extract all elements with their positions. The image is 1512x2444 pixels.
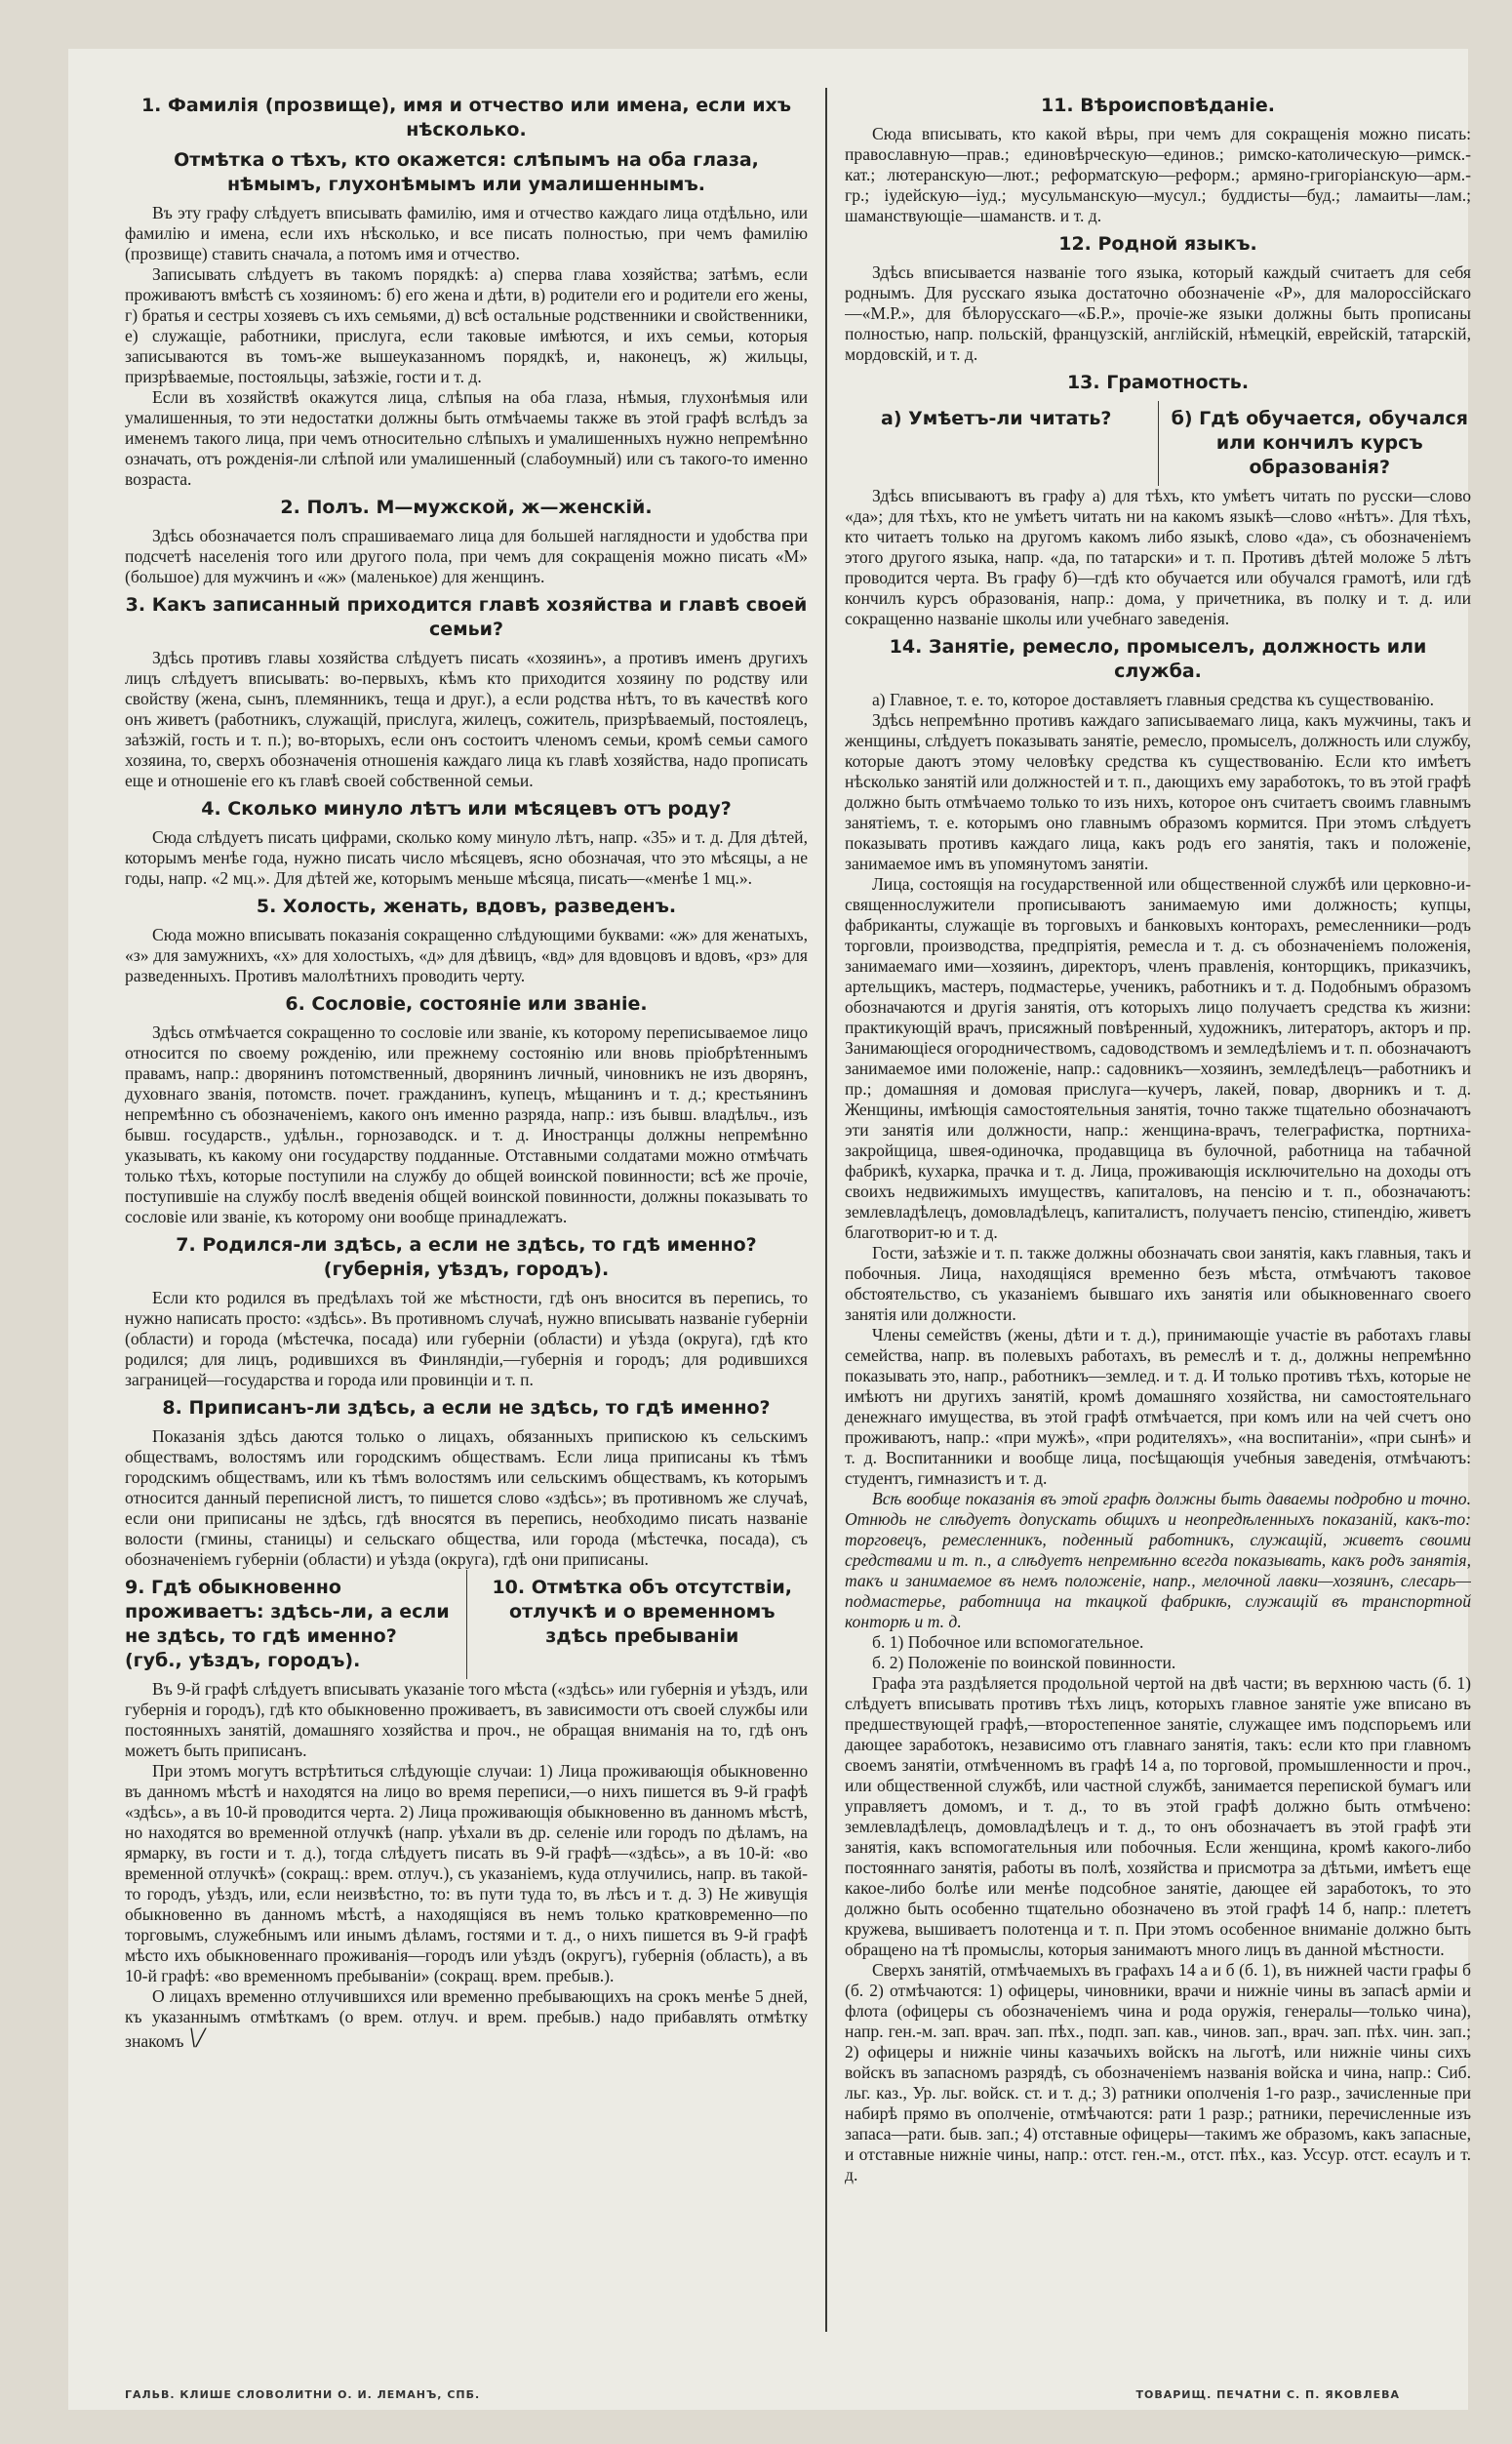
section-9-title: 9. Гдѣ обыкновенно проживаетъ: здѣсь-ли, а если не здѣсь, то гдѣ именно? (губ., уѣздъ, городъ). [125, 1577, 450, 1671]
section-14-title: 14. Занятіе, ремесло, промыселъ, должность или служба. [889, 636, 1427, 682]
right-footer-imprint: ТОВАРИЩ. ПЕЧАТНИ С. П. ЯКОВЛЕВА [1135, 2388, 1400, 2401]
section-14-text: Гости, заѣзжіе и т. п. также должны обозначать свои занятія, какъ главныя, такъ и побочныя. Лица, находящіяся временно безъ мѣста, отмѣчаютъ таковое обстоятельство, съ указаніемъ бывшаго ихъ занятія или обыкновеннаго своего занятія или должности. [845, 1243, 1471, 1324]
section-11-text: Сюда вписывать, кто какой вѣры, при чемъ для сокращенія можно писать: православную—прав.; единовѣрческую—единов.; римско-католическую—римск.-кат.; лютеранскую—лют.; реформатскую—реформ.; армяно-григоріанскую—арм.-гр.; іудейскую—іуд.; мусульманскую—мусул.; буддисты—буд.; ламаиты—лам.; шаманствующіе—шаманств. и т. д. [845, 124, 1471, 225]
census-instruction-sheet [68, 49, 1471, 2410]
section-1-text: Въ эту графу слѣдуетъ вписывать фамилію, имя и отчество каждаго лица отдѣльно, или фамилію и имена, если ихъ нѣсколько, и все писать полностью, при чемъ фамилію (прозвище) ставить сначала, а потомъ имя и отчество. [125, 203, 808, 263]
left-footer-imprint: ГАЛЬВ. КЛИШЕ СЛОВОЛИТНИ О. И. ЛЕМАНЪ, СПБ. [125, 2388, 481, 2401]
sections-9-10-header [125, 1570, 808, 1679]
section-14-text: Сверхъ занятій, отмѣчаемыхъ въ графахъ 14 а и б (б. 1), въ нижней части графы б (б. 2) отмѣчаются: 1) офицеры, чиновники, врачи и нижніе чины въ запасѣ арміи и флота (офицеры съ обозначеніемъ чина и рода оружія, генералы—только чина), напр. ген.-м. зап. врач. зап. пѣх., подп. зап. кав., чинов. зап., врач. зап. пѣх. чин. зап.; 2) офицеры и нижніе чины казачьихъ войскъ на льготѣ, или нижніе чины сихъ войскъ въ запасномъ разрядѣ, съ обозначеніемъ названія войска и чина, напр.: Сиб. льг. каз., Ур. льг. войск. ст. и т. д.; 3) ратники ополченія 1-го разр., зачисленные при набирѣ прямо въ ополченіе, отмѣчаются: рати 1 разр.; ратники, перечисленные изъ запаса—рати. быв. зап.; 4) отставные офицеры—такимъ же образомъ, какъ запасные, и отставные нижніе чины, напр.: отст. ген.-м., отст. пѣх., каз. Уссур. отст. есаулъ и т. д. [845, 1960, 1471, 2184]
section-4-title: 4. Сколько минуло лѣтъ или мѣсяцевъ отъ роду? [201, 798, 732, 820]
section-14a-heading: а) Главное, т. е. то, которое доставляетъ главныя средства къ существованію. [872, 690, 1435, 709]
right-column [845, 88, 1471, 2351]
section-6-title: 6. Сословіе, состояніе или званіе. [285, 993, 648, 1015]
column-divider [825, 88, 827, 2332]
section-8-title: 8. Приписанъ-ли здѣсь, а если не здѣсь, то гдѣ именно? [162, 1397, 771, 1419]
checkmark-sign: \/ [187, 2022, 205, 2054]
section-1-subtitle: Отмѣтка о тѣхъ, кто окажется: слѣпымъ на оба глаза, нѣмымъ, глухонѣмымъ или умалишеннымъ. [174, 149, 759, 195]
section-6-text: Здѣсь отмѣчается сокращенно то сословіе или званіе, къ которому переписываемое лицо относится по своему рожденію, или прежнему состоянію или вновь пріобрѣтеннымъ правамъ, напр.: дворянинъ потомственный, дворянинъ личный, чиновникъ не изъ дворянъ, духовнаго званія, потомств. почет. гражданинъ, купецъ, мѣщанинъ и т. д.; крестьянинъ непремѣнно съ обозначеніемъ, какого онъ именно разряда, напр.: изъ бывш. владѣльч., изъ бывш. государств., удѣльн., горнозаводск. и т. д. Иностранцы должны непремѣнно указывать, къ какому они государству подданные. Отставными солдатами можно отмѣчать только тѣхъ, которые поступили на службу до общей воинской повинности; всѣ же прочіе, поступившіе на службу послѣ введенія общей воинской повинности, должны показывать то сословіе или званіе, къ которому они вообще принадлежатъ. [125, 1022, 808, 1226]
section-3-text: Здѣсь противъ главы хозяйства слѣдуетъ писать «хозяинъ», а противъ именъ другихъ лицъ слѣдуетъ вписывать: во-первыхъ, кѣмъ кто приходится хозяину по родству или свойству (жена, сынъ, племянникъ, теща и друг.), а если родства нѣтъ, то въ качествѣ кого онъ живетъ (работникъ, служащій, прислуга, жилецъ, сожитель, призрѣваемый, постоялецъ, заѣзжій, гость и т. п.); во-вторыхъ, если онъ состоитъ членомъ семьи, кромѣ семьи самого хозяина, то, сверхъ обозначенія отношенія каждаго лица къ главѣ хозяйства, надо прописать еще и отношеніе его къ главѣ своей собственной семьи. [125, 648, 808, 790]
two-column-body [125, 88, 1471, 2361]
section-13-subheader [845, 401, 1471, 486]
left-column [125, 88, 808, 2351]
section-11-title: 11. Вѣроисповѣданіе. [1040, 95, 1276, 116]
section-13-title: 13. Грамотность. [1066, 372, 1250, 393]
section-1-text: Если въ хозяйствѣ окажутся лица, слѣпыя на оба глаза, нѣмыя, глухонѣмыя или умалишенныя, то эти недостатки должны быть отмѣчаемы также въ этой графѣ вслѣдъ за именемъ такого лица, при чемъ относительно слѣпыхъ и умалишенныхъ нужно непремѣнно означать, отъ рожденія-ли слѣпой или умалишенный (слабоумный) или съ такого-то именно возраста. [125, 387, 808, 489]
section-7-text: Если кто родился въ предѣлахъ той же мѣстности, гдѣ онъ вносится въ перепись, то нужно написать просто: «здѣсь». Въ противномъ случаѣ, нужно вписывать названіе губерніи (области) и города (мѣстечка, посада) или губерніи (области) и уѣзда (округа), гдѣ кто родился; для лицъ, родившихся въ Финляндіи,—губернія и городъ; для родившихся заграницей—государства и города или провинціи и т. п. [125, 1288, 808, 1389]
section-5-text: Сюда можно вписывать показанія сокращенно слѣдующими буквами: «ж» для женатыхъ, «з» для замужнихъ, «х» для холостыхъ, «д» для дѣвицъ, «вд» для вдовцовъ и вдовъ, «рз» для разведенныхъ. Противъ малолѣтнихъ проводить черту. [125, 925, 808, 985]
section-1-text: Записывать слѣдуетъ въ такомъ порядкѣ: а) сперва глава хозяйства; затѣмъ, если проживаютъ вмѣстѣ съ хозяиномъ: б) его жена и дѣти, в) родители его и родители его жены, г) братья и сестры хозяевъ съ ихъ семьями, д) всѣ остальные родственники и свойственники, е) служащіе, работники, прислуга, если таковые имѣются, и ихъ семьи, которыя записываются въ томъ-же вышеуказанномъ порядкѣ, и, наконецъ, ж) жильцы, призрѣваемые, постояльцы, заѣзжіе, гости и т. д. [125, 264, 808, 386]
section-2-text: Здѣсь обозначается полъ спрашиваемаго лица для большей наглядности и удобства при подсчетѣ населенія того или другого пола, при чемъ для сокращенія можно писать «М» (большое) для мужчинъ и «ж» (маленькое) для женщинъ. [125, 526, 808, 586]
section-7-title: 7. Родился-ли здѣсь, а если не здѣсь, то гдѣ именно? (губернія, уѣздъ, городъ). [176, 1234, 757, 1280]
section-12-text: Здѣсь вписывается названіе того языка, который каждый считаетъ для себя роднымъ. Для русскаго языка достаточно обозначеніе «Р», для малороссійскаго—«М.Р.», для бѣлорусскаго—«Б.Р.», прочіе-же языки должны быть прописаны полностью, напр. польскій, французскій, англійскій, нѣмецкій, еврейскій, татарскій, мордовскій, и т. д. [845, 262, 1471, 364]
section-9-text: При этомъ могутъ встрѣтиться слѣдующіе случаи: 1) Лица проживающія обыкновенно въ данномъ мѣстѣ и находятся на лицо во время переписи,—о нихъ пишется въ 9-й графѣ «здѣсь», а въ 10-й проводится черта. 2) Лица проживающія обыкновенно въ данномъ мѣстѣ, но находятся во временной отлучкѣ (напр. уѣхали въ др. селеніе или городъ по дѣламъ, на ярмарку, въ гости и т. д.), тогда слѣдуетъ писать въ 9-й графѣ—«здѣсь», а въ 10-й: «во временной отлучкѣ» (сокращ.: врем. отлуч.), съ указаніемъ, куда отлучились, напр. въ такой-то городъ, уѣздъ, или, если неизвѣстно, то: въ пути туда то, въ лѣсъ и т. д. 3) Не живущія обыкновенно въ данномъ мѣстѣ, а находящіяся въ немъ только кратковременно—по торговымъ, служебнымъ или инымъ дѣламъ, гостями и т. д., о нихъ пишется въ 9-й графѣ мѣсто ихъ обыкновеннаго проживанія—городъ или уѣздъ (округъ), губернія (область), а въ 10-й графѣ: «во временномъ пребываніи» (сокращ. врем. пребыв.). [125, 1761, 808, 1985]
section-12-title: 12. Родной языкъ. [1058, 233, 1257, 255]
section-9-text: Въ 9-й графѣ слѣдуетъ вписывать указаніе того мѣста («здѣсь» или губернія и уѣздъ, или губернія и городъ), гдѣ кто обыкновенно проживаетъ, въ зависимости отъ своей службы или постоянныхъ занятій, домашняго хозяйства и проч., не обращая вниманія на то, гдѣ онъ можетъ быть приписанъ. [125, 1679, 808, 1760]
section-13a-title: а) Умѣетъ-ли читать? [881, 408, 1112, 429]
section-14-text: Здѣсь непремѣнно противъ каждаго записываемаго лица, какъ мужчины, такъ и женщины, слѣдуетъ показывать занятіе, ремесло, промыселъ, должность или службу, которые даютъ этому человѣку средства къ существованію. Если кто имѣетъ нѣсколько занятій или должностей и т. п., дающихъ ему заработокъ, то въ этой графѣ должно быть отмѣчаемо только то изъ нихъ, которое онъ считаетъ своимъ главнымъ занятіемъ, т. е. которымъ оно главнымъ образомъ кормится. При этомъ слѣдуетъ показывать противъ каждаго лица, какъ родъ его занятія, такъ и положеніе, занимаемое имъ въ упомянутомъ занятіи. [845, 710, 1471, 873]
section-5-title: 5. Холость, женать, вдовъ, разведенъ. [256, 896, 677, 917]
section-13-text: Здѣсь вписываютъ въ графу а) для тѣхъ, кто умѣетъ читать по русски—слово «да»; для тѣхъ, кто не умѣетъ читать ни на какомъ языкѣ—слово «нѣтъ». Для тѣхъ, кто читаетъ только на другомъ какомъ либо языкѣ, слово «да», съ обозначеніемъ этого другого языка, напр. «да, по татарски» и т. п. Противъ дѣтей моложе 5 лѣтъ проводится черта. Въ графу б)—гдѣ кто обучается или обучался грамотѣ, или гдѣ кончилъ курсъ образованія, напр.: дома, у причетника, въ полку и т. д. или сокращенно названіе школы или учебнаго заведенія. [845, 486, 1471, 628]
section-14-text: Лица, состоящія на государственной или общественной службѣ или церковно-и-священнослужители прописываютъ занимаемую ими должность; купцы, фабриканты, служащіе въ торговыхъ и банковыхъ конторахъ, ремесленники—родъ торговли, производства, предпріятія, ремесла и т. д. съ обозначеніемъ положенія, занимаемаго ими—хозяинъ, директоръ, членъ правленія, конторщикъ, приказчикъ, артельщикъ, мастеръ, подмастерье, ученикъ, работникъ и т. д. Подобнымъ образомъ обозначаются и другія занятія, отъ которыхъ лицо получаетъ средства къ жизни: практикующій врачъ, присяжный повѣренный, художникъ, литераторъ, акторъ и пр. Занимающіеся огородничествомъ, садоводствомъ и земледѣліемъ и т. п. обозначаютъ занимаемое ими положеніе, напр.: садовникъ—хозяинъ, земледѣлецъ—работникъ и пр.; домашняя и домовая прислуга—кучеръ, лакей, повар, дворникъ и т. д. Женщины, имѣющія самостоятельныя занятія, точно также тщательно обозначаютъ эти занятія или должности, напр.: женщина-врачъ, телеграфистка, портниха-закройщица, швея-одиночка, продавщица въ булочной, работница на табачной фабрикѣ, кухарка, прачка и т. д. Лица, проживающія исключительно на доходы отъ своихъ недвижимыхъ имуществъ, капиталовъ, на пенсію и т. п., обозначаютъ: землевладѣлецъ, домовладѣлецъ, капиталистъ, получаетъ пенсію, стипендію, живетъ благотворит-ю и т. д. [845, 874, 1471, 1242]
section-14-text: Члены семействъ (жены, дѣти и т. д.), принимающіе участіе въ работахъ главы семейства, напр. въ полевыхъ работахъ, въ ремеслѣ и т. д., должны непремѣнно показывать это, напр., работникъ—землед. и т. д. И только противъ тѣхъ, которые не имѣютъ ни другихъ занятій, кромѣ домашняго хозяйства, ни самостоятельнаго денежнаго имущества, въ этой графѣ отмѣчается, при комъ или на чей счетъ оно проживаютъ, напр.: «при мужѣ», «при родителяхъ», «на воспитаніи», «при сынѣ» и т. д. Воспитанники и вообще лица, посѣщающія учебныя заведенія, отмѣчаютъ: студентъ, гимназистъ и т. д. [845, 1325, 1471, 1488]
section-9-final-text: О лицахъ временно отлучившихся или временно пребывающихъ на срокъ менѣе 5 дней, къ указаннымъ отмѣткамъ (о врем. отлуч. и врем. пребыв.) надо прибавлять отмѣтку знакомъ [125, 1986, 808, 2051]
section-14-text: Графа эта раздѣляется продольной чертой на двѣ части; въ верхнюю часть (б. 1) слѣдуетъ вписывать противъ тѣхъ лицъ, которыхъ главное занятіе уже вписано въ предшествующей графѣ,—второстепенное занятіе, служащее имъ подспорьемъ или дающее заработокъ, независимо отъ главнаго занятія, такъ: если кто при главномъ своемъ занятіи, отмѣченномъ въ графѣ 14 а, по торговой, промышленности и проч., или общественной службѣ, или частной службѣ, занимается перепиской бумагъ или управляетъ домомъ, и т. д., то въ этой графѣ должно быть отмѣчено: землевладѣлецъ, домовладѣлецъ и т. д., то онъ обозначаетъ въ этой графѣ эти занятія, какъ вспомогательныя или побочныя. Если женщина, кромѣ какого-либо постояннаго занятія, работы въ полѣ, хозяйства и присмотра за дѣтьми, имѣетъ еще какое-либо болѣе или менѣе подсобное занятіе, дающее ей заработокъ, то это должно быть особенно тщательно обозначено въ этой графѣ 14 б, напр.: плететъ кружева, вышиваетъ полотенца и т. п. При этомъ особенное вниманіе должно быть обращено на тѣ промыслы, которыя занимаютъ много лицъ въ данной мѣстности. [845, 1673, 1471, 1959]
section-3-title: 3. Какъ записанный приходится главѣ хозяйства и главѣ своей семьи? [125, 594, 808, 640]
section-1-title: 1. Фамилія (прозвище), имя и отчество или имена, если ихъ нѣсколько. [140, 95, 792, 140]
section-8-text: Показанія здѣсь даются только о лицахъ, обязанныхъ припискою къ сельскимъ обществамъ, волостямъ или городскимъ обществамъ. Если лица приписаны къ тѣмъ городскимъ обществамъ, или къ тѣмъ волостямъ или сельскимъ обществамъ, къ которымъ относится данный переписной листъ, то пишется слово «здѣсь»; въ противномъ же случаѣ, если они приписаны не здѣсь, гдѣ вносятся въ перепись, необходимо писать названіе волости (гмины, станицы) и сельскаго общества, или города (мѣстечка, посада), съ обозначеніемъ губерніи (области) и уѣзда (округа), гдѣ они приписаны. [125, 1426, 808, 1569]
section-2-title: 2. Полъ. М—мужской, ж—женскій. [280, 497, 653, 518]
section-14b2-heading: б. 2) Положеніе по воинской повинности. [872, 1653, 1176, 1672]
section-13b-title: б) Гдѣ обучается, обучался или кончилъ курсъ образованія? [1171, 408, 1468, 478]
section-4-text: Сюда слѣдуетъ писать цифрами, сколько кому минуло лѣтъ, напр. «35» и т. д. Для дѣтей, которымъ менѣе года, нужно писать число мѣсяцевъ, ясно обозначая, что это мѣсяцы, а не годы, напр. «2 мц.». Для дѣтей же, которымъ меньше мѣсяца, писать—«менѣе 1 мц.». [125, 827, 808, 888]
section-9-text [125, 1986, 808, 2052]
section-10-title: 10. Отмѣтка объ отсутствіи, отлучкѣ и о временномъ здѣсь пребываніи [492, 1577, 793, 1647]
section-14-text: Всѣ вообще показанія въ этой графѣ должны быть даваемы подробно и точно. Отнюдь не слѣдуетъ допускать общихъ и неопредѣленныхъ показаній, какъ-то: торговецъ, ремесленникъ, поденный работникъ, служащій, живетъ своими средствами и т. п., а слѣдуетъ непремѣнно всегда показывать, какъ родъ занятія, такъ и занимаемое въ немъ положеніе, напр., мелочной лавки—хозяинъ, слесарь—подмастерье, работница на ткацкой фабрикѣ, служащій въ транспортной конторѣ и т. д. [845, 1489, 1471, 1631]
section-14b1-heading: б. 1) Побочное или вспомогательное. [872, 1632, 1144, 1652]
